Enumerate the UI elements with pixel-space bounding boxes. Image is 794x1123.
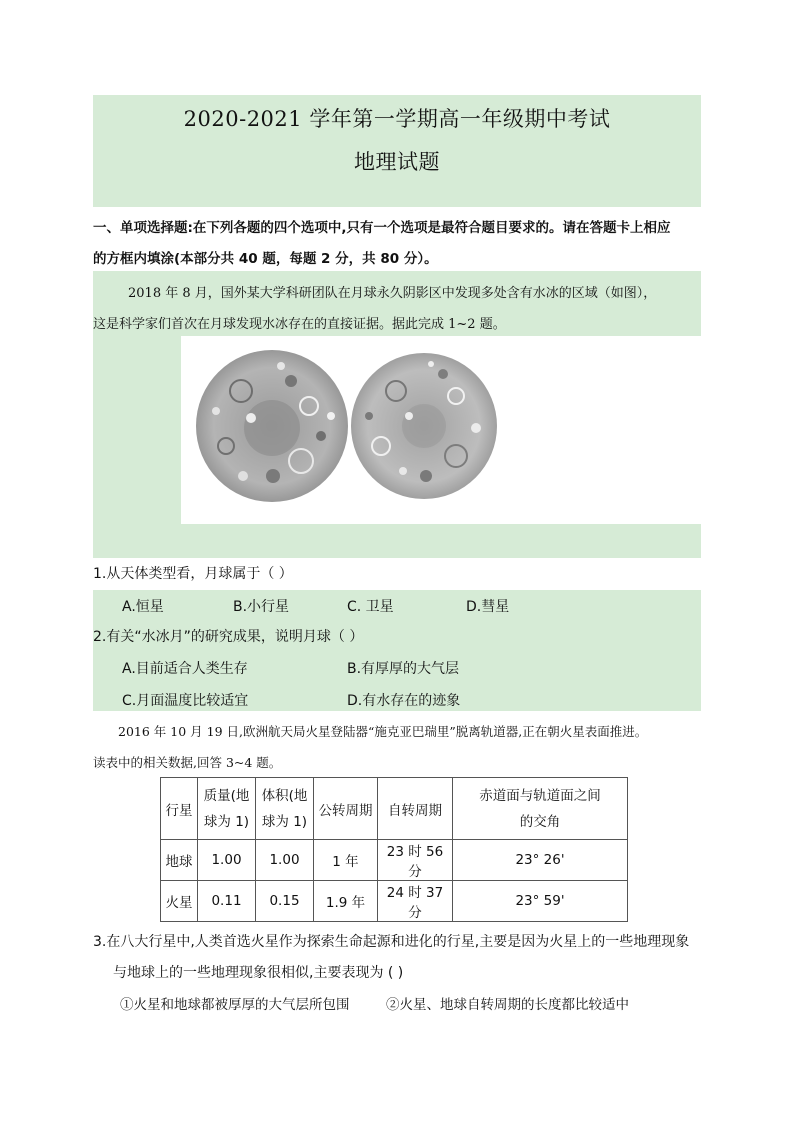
q1-option-a: A.恒星 xyxy=(122,599,164,615)
table-cell: 0.15 xyxy=(256,881,314,922)
section1-line2: 的方框内填涂(本部分共 40 题，每题 2 分，共 80 分）。 xyxy=(93,251,438,267)
table-header-row xyxy=(161,778,628,840)
q2-stem: 2.有关“水冰月”的研究成果，说明月球（ ） xyxy=(93,629,364,645)
q2-option-d: D.有水存在的迹象 xyxy=(347,693,461,709)
moon-poles-svg xyxy=(181,336,701,524)
table-cell: 地球 xyxy=(161,840,198,881)
table-header-cell: 自转周期 xyxy=(378,778,453,840)
q3-option-2: ②火星、地球自转周期的长度都比较适中 xyxy=(386,997,629,1013)
table-cell: 1 年 xyxy=(314,840,378,881)
table-header-cell: 公转周期 xyxy=(314,778,378,840)
table-header-cell: 行星 xyxy=(161,778,198,840)
q3-stem-line2: 与地球上的一些地理现象很相似,主要表现为 ( ) xyxy=(113,965,404,981)
table-cell: 23° 26' xyxy=(453,840,628,881)
passage1-line1: 2018 年 8 月，国外某大学科研团队在月球永久阴影区中发现多处含有水冰的区域（如图）， xyxy=(128,286,657,301)
table-header-cell: 体积(地 球为 1) xyxy=(256,778,314,840)
section1-line1: 一、单项选择题:在下列各题的四个选项中,只有一个选项是最符合题目要求的。请在答题卡上相应 xyxy=(93,220,671,236)
q1-option-b: B.小行星 xyxy=(233,599,290,615)
q1-option-d: D.彗星 xyxy=(466,599,510,615)
q1-option-c: C. 卫星 xyxy=(347,599,394,615)
q2-option-b: B.有厚厚的大气层 xyxy=(347,661,460,677)
table-cell: 0.11 xyxy=(198,881,256,922)
exam-title: 2020-2021 学年第一学期高一年级期中考试 xyxy=(183,107,611,131)
table-cell: 火星 xyxy=(161,881,198,922)
passage1-line2: 这是科学家们首次在月球发现水冰存在的直接证据。据此完成 1~2 题。 xyxy=(93,317,506,332)
table-header-cell: 质量(地 球为 1) xyxy=(198,778,256,840)
q3-option-1: ①火星和地球都被厚厚的大气层所包围 xyxy=(120,997,350,1013)
passage2-line2: 读表中的相关数据,回答 3~4 题。 xyxy=(93,755,282,770)
table-cell: 23° 59' xyxy=(453,881,628,922)
table-cell: 24 时 37 分 xyxy=(378,881,453,922)
passage2-line1: 2016 年 10 月 19 日,欧洲航天局火星登陆器“施克亚巴瑞里”脱离轨道器,正在朝火星表面推进。 xyxy=(118,724,648,739)
q2-option-c: C.月面温度比较适宜 xyxy=(122,693,249,709)
table-cell: 1.00 xyxy=(198,840,256,881)
planet-data-table xyxy=(160,777,628,922)
exam-subject: 地理试题 xyxy=(354,150,440,174)
table-cell: 1.00 xyxy=(256,840,314,881)
table-row xyxy=(161,840,628,881)
q2-option-a: A.目前适合人类生存 xyxy=(122,661,248,677)
north-pole-moon xyxy=(351,353,497,499)
table-cell: 1.9 年 xyxy=(314,881,378,922)
table-row xyxy=(161,881,628,922)
table-cell: 23 时 56 分 xyxy=(378,840,453,881)
q3-stem-line1: 3.在八大行星中,人类首选火星作为探索生命起源和进化的行星,主要是因为火星上的一些地理现象 xyxy=(93,934,690,950)
table-header-cell: 赤道面与轨道面之间 的交角 xyxy=(453,778,628,840)
south-pole-moon xyxy=(196,350,348,502)
q1-stem: 1.从天体类型看，月球属于（ ） xyxy=(93,566,293,582)
moon-poles-image xyxy=(181,336,701,524)
